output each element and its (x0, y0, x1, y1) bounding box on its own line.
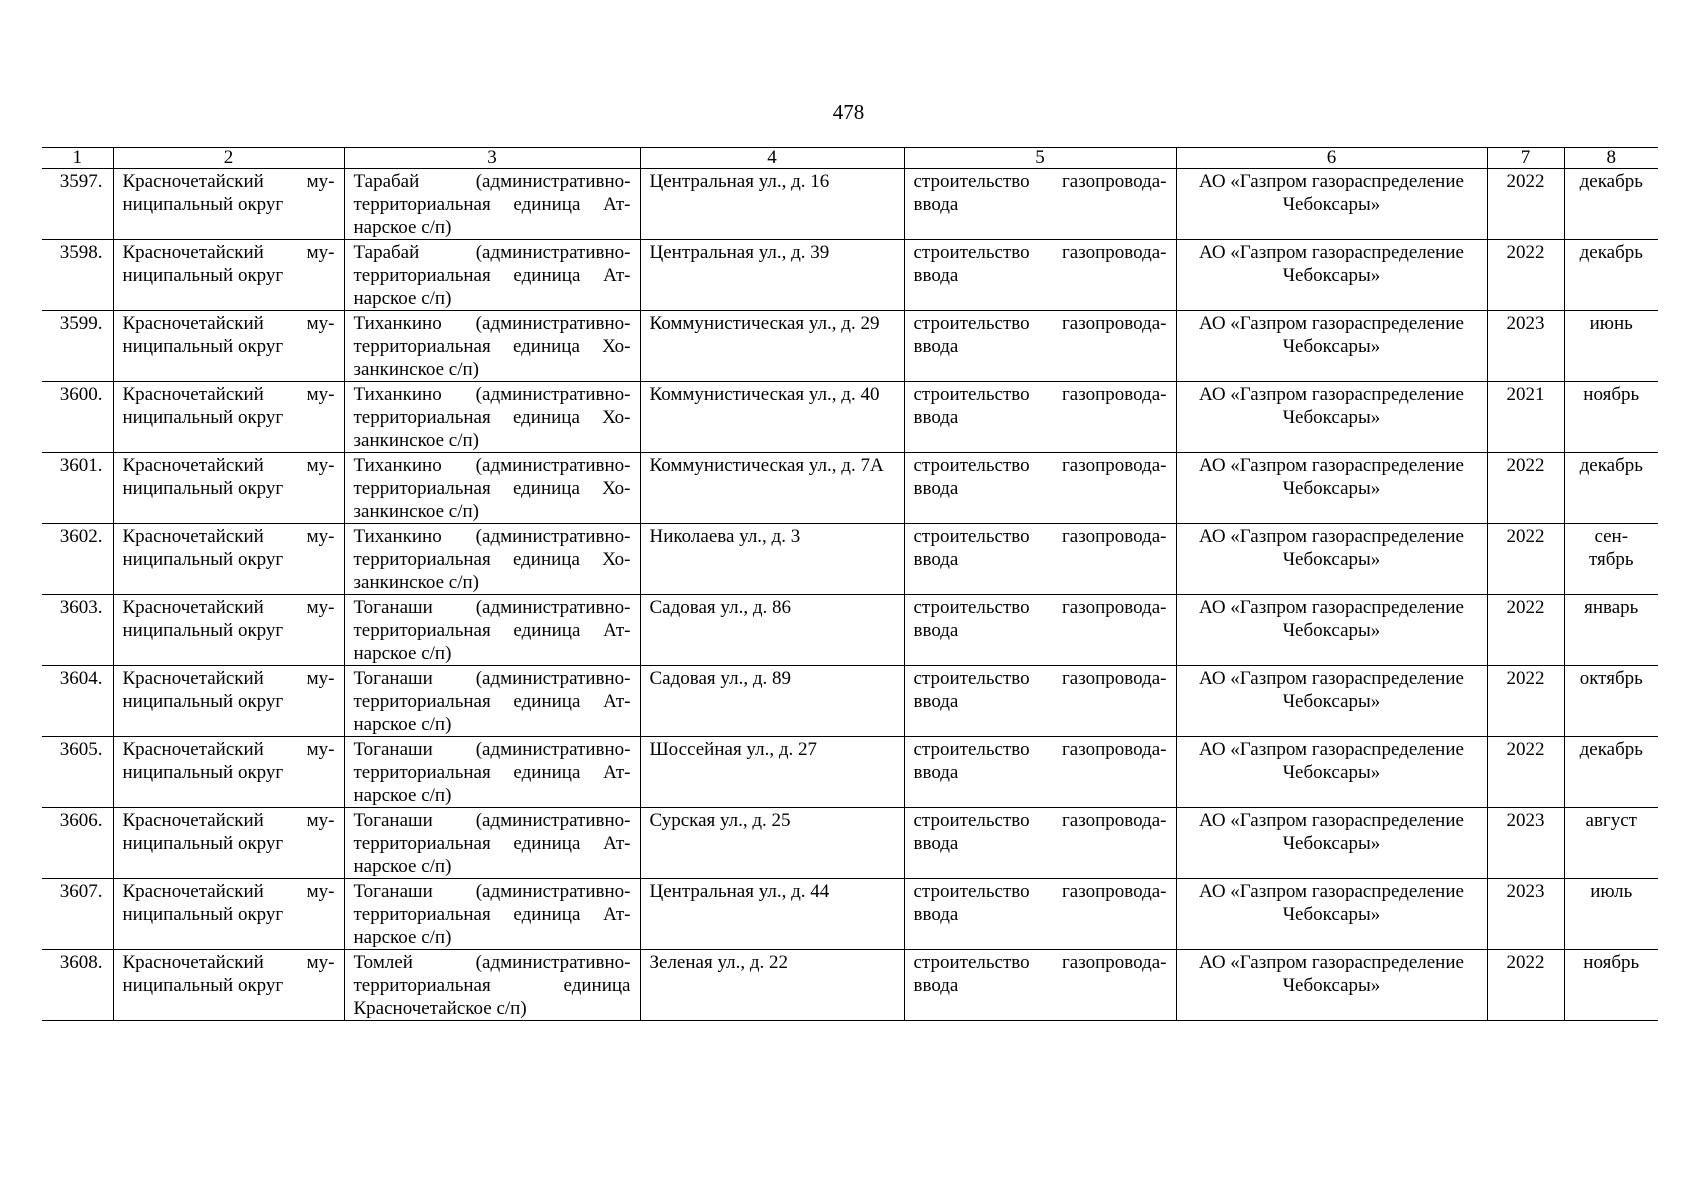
year-cell: 2022 (1487, 950, 1564, 1021)
column-header: 5 (904, 148, 1176, 169)
row-number: 3601. (42, 453, 113, 524)
district-cell: Красночетайский му-ниципальный округ (113, 524, 344, 595)
table-row (42, 524, 1658, 595)
organization-cell: АО «Газпром газораспределение Чебоксары» (1176, 666, 1487, 737)
table-row (42, 737, 1658, 808)
organization-cell: АО «Газпром газораспределение Чебоксары» (1176, 240, 1487, 311)
district-cell: Красночетайский му-ниципальный округ (113, 311, 344, 382)
address-cell: Коммунистическая ул., д. 29 (640, 311, 904, 382)
work-type-cell: строительство газопровода-ввода (904, 808, 1176, 879)
month-cell: ноябрь (1564, 382, 1658, 453)
table-row (42, 382, 1658, 453)
district-cell: Красночетайский му-ниципальный округ (113, 737, 344, 808)
settlement-cell: Тарабай (административно-территориальная единица Ат-нарское с/п) (344, 240, 640, 311)
address-cell: Коммунистическая ул., д. 7А (640, 453, 904, 524)
organization-cell: АО «Газпром газораспределение Чебоксары» (1176, 453, 1487, 524)
row-number: 3605. (42, 737, 113, 808)
address-cell: Николаева ул., д. 3 (640, 524, 904, 595)
header-row (42, 148, 1658, 169)
organization-cell: АО «Газпром газораспределение Чебоксары» (1176, 879, 1487, 950)
year-cell: 2022 (1487, 169, 1564, 240)
district-cell: Красночетайский му-ниципальный округ (113, 879, 344, 950)
row-number: 3597. (42, 169, 113, 240)
row-number: 3606. (42, 808, 113, 879)
work-type-cell: строительство газопровода-ввода (904, 169, 1176, 240)
district-cell: Красночетайский му-ниципальный округ (113, 595, 344, 666)
organization-cell: АО «Газпром газораспределение Чебоксары» (1176, 169, 1487, 240)
work-type-cell: строительство газопровода-ввода (904, 666, 1176, 737)
address-cell: Центральная ул., д. 39 (640, 240, 904, 311)
column-header: 1 (42, 148, 113, 169)
year-cell: 2022 (1487, 666, 1564, 737)
district-cell: Красночетайский му-ниципальный округ (113, 382, 344, 453)
work-type-cell: строительство газопровода-ввода (904, 737, 1176, 808)
column-header: 8 (1564, 148, 1658, 169)
row-number: 3602. (42, 524, 113, 595)
district-cell: Красночетайский му-ниципальный округ (113, 453, 344, 524)
address-cell: Центральная ул., д. 16 (640, 169, 904, 240)
year-cell: 2022 (1487, 595, 1564, 666)
table-row (42, 240, 1658, 311)
settlement-cell: Тиханкино (административно-территориальная единица Хо-занкинское с/п) (344, 453, 640, 524)
table-row (42, 595, 1658, 666)
organization-cell: АО «Газпром газораспределение Чебоксары» (1176, 737, 1487, 808)
settlement-cell: Тоганаши (административно-территориальная единица Ат-нарское с/п) (344, 879, 640, 950)
organization-cell: АО «Газпром газораспределение Чебоксары» (1176, 524, 1487, 595)
month-cell: декабрь (1564, 737, 1658, 808)
data-table (42, 147, 1658, 1021)
district-cell: Красночетайский му-ниципальный округ (113, 240, 344, 311)
settlement-cell: Тоганаши (административно-территориальная единица Ат-нарское с/п) (344, 808, 640, 879)
address-cell: Коммунистическая ул., д. 40 (640, 382, 904, 453)
address-cell: Сурская ул., д. 25 (640, 808, 904, 879)
work-type-cell: строительство газопровода-ввода (904, 311, 1176, 382)
month-cell: сен-тябрь (1564, 524, 1658, 595)
year-cell: 2023 (1487, 311, 1564, 382)
year-cell: 2022 (1487, 240, 1564, 311)
work-type-cell: строительство газопровода-ввода (904, 595, 1176, 666)
settlement-cell: Тоганаши (административно-территориальная единица Ат-нарское с/п) (344, 737, 640, 808)
row-number: 3603. (42, 595, 113, 666)
settlement-cell: Тоганаши (административно-территориальная единица Ат-нарское с/п) (344, 595, 640, 666)
month-cell: июнь (1564, 311, 1658, 382)
settlement-cell: Тиханкино (административно-территориальная единица Хо-занкинское с/п) (344, 524, 640, 595)
organization-cell: АО «Газпром газораспределение Чебоксары» (1176, 595, 1487, 666)
work-type-cell: строительство газопровода-ввода (904, 453, 1176, 524)
address-cell: Садовая ул., д. 86 (640, 595, 904, 666)
address-cell: Центральная ул., д. 44 (640, 879, 904, 950)
table-row (42, 453, 1658, 524)
work-type-cell: строительство газопровода-ввода (904, 879, 1176, 950)
table-row (42, 666, 1658, 737)
month-cell: декабрь (1564, 240, 1658, 311)
column-header: 3 (344, 148, 640, 169)
district-cell: Красночетайский му-ниципальный округ (113, 808, 344, 879)
year-cell: 2023 (1487, 808, 1564, 879)
month-cell: январь (1564, 595, 1658, 666)
year-cell: 2022 (1487, 453, 1564, 524)
settlement-cell: Тиханкино (административно-территориальная единица Хо-занкинское с/п) (344, 311, 640, 382)
work-type-cell: строительство газопровода-ввода (904, 524, 1176, 595)
row-number: 3604. (42, 666, 113, 737)
year-cell: 2023 (1487, 879, 1564, 950)
column-header: 6 (1176, 148, 1487, 169)
month-cell: октябрь (1564, 666, 1658, 737)
work-type-cell: строительство газопровода-ввода (904, 950, 1176, 1021)
table-row (42, 311, 1658, 382)
year-cell: 2022 (1487, 737, 1564, 808)
table-row (42, 169, 1658, 240)
year-cell: 2021 (1487, 382, 1564, 453)
settlement-cell: Тарабай (административно-территориальная единица Ат-нарское с/п) (344, 169, 640, 240)
settlement-cell: Тиханкино (административно-территориальная единица Хо-занкинское с/п) (344, 382, 640, 453)
month-cell: декабрь (1564, 453, 1658, 524)
table-row (42, 950, 1658, 1021)
year-cell: 2022 (1487, 524, 1564, 595)
row-number: 3608. (42, 950, 113, 1021)
district-cell: Красночетайский му-ниципальный округ (113, 169, 344, 240)
row-number: 3598. (42, 240, 113, 311)
column-header: 7 (1487, 148, 1564, 169)
organization-cell: АО «Газпром газораспределение Чебоксары» (1176, 950, 1487, 1021)
district-cell: Красночетайский му-ниципальный округ (113, 666, 344, 737)
row-number: 3600. (42, 382, 113, 453)
month-cell: август (1564, 808, 1658, 879)
month-cell: ноябрь (1564, 950, 1658, 1021)
settlement-cell: Тоганаши (административно-территориальная единица Ат-нарское с/п) (344, 666, 640, 737)
month-cell: июль (1564, 879, 1658, 950)
address-cell: Садовая ул., д. 89 (640, 666, 904, 737)
page-number: 478 (832, 100, 865, 124)
district-cell: Красночетайский му-ниципальный округ (113, 950, 344, 1021)
organization-cell: АО «Газпром газораспределение Чебоксары» (1176, 382, 1487, 453)
work-type-cell: строительство газопровода-ввода (904, 240, 1176, 311)
settlement-cell: Томлей (административно-территориальная единица Красночетайское с/п) (344, 950, 640, 1021)
month-cell: декабрь (1564, 169, 1658, 240)
table-row (42, 808, 1658, 879)
row-number: 3599. (42, 311, 113, 382)
table-row (42, 879, 1658, 950)
address-cell: Зеленая ул., д. 22 (640, 950, 904, 1021)
address-cell: Шоссейная ул., д. 27 (640, 737, 904, 808)
organization-cell: АО «Газпром газораспределение Чебоксары» (1176, 808, 1487, 879)
column-header: 4 (640, 148, 904, 169)
row-number: 3607. (42, 879, 113, 950)
column-header: 2 (113, 148, 344, 169)
work-type-cell: строительство газопровода-ввода (904, 382, 1176, 453)
organization-cell: АО «Газпром газораспределение Чебоксары» (1176, 311, 1487, 382)
